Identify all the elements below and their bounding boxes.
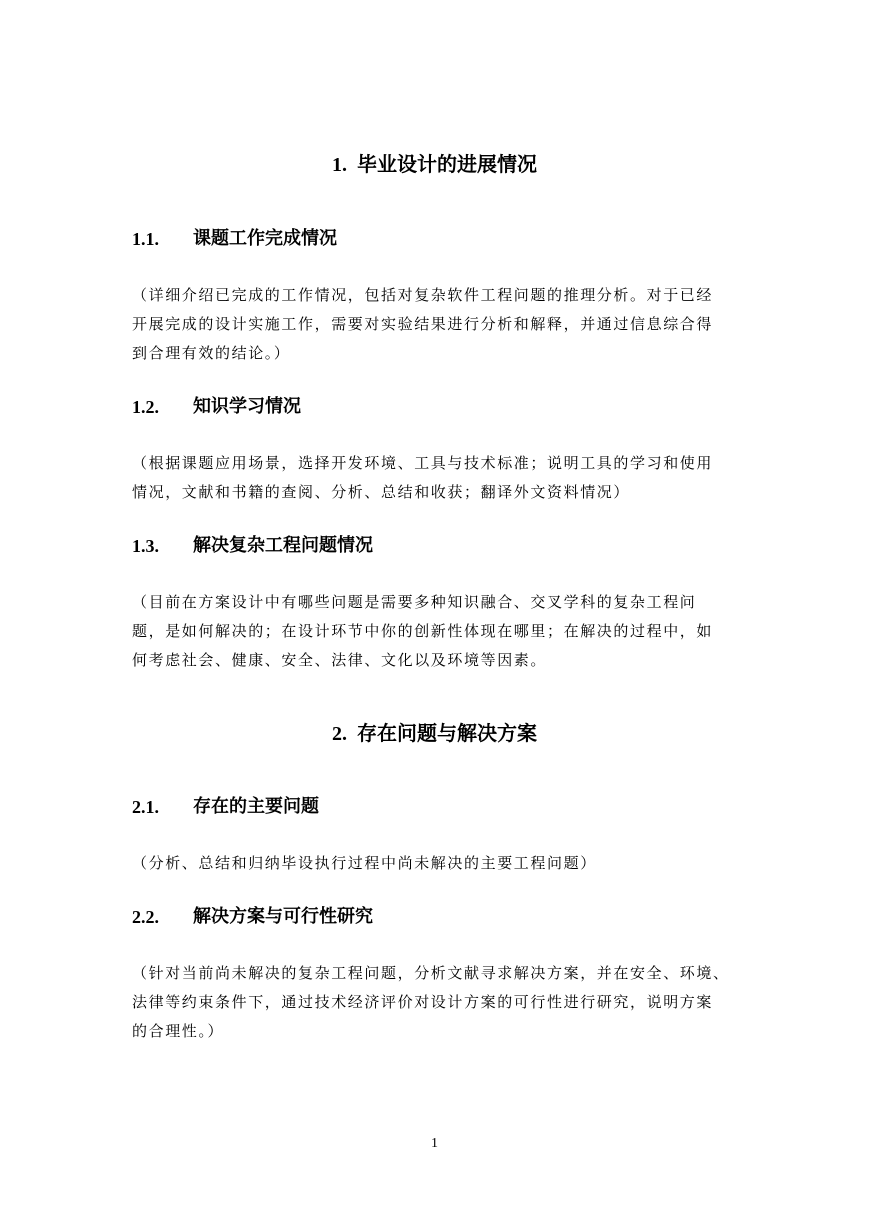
subsection-number: 1.2. — [132, 397, 159, 417]
subsection-heading-1-1 — [132, 227, 337, 251]
subsection-heading-1-2 — [132, 395, 301, 419]
subsection-title: 解决方案与可行性研究 — [193, 906, 373, 927]
paragraph-1-3 — [132, 588, 740, 675]
subsection-number: 1.1. — [132, 229, 159, 249]
paragraph-line: 法律等约束条件下，通过技术经济评价对设计方案的可行性进行研究，说明方案 — [132, 993, 714, 1011]
paragraph-line: （目前在方案设计中有哪些问题是需要多种知识融合、交叉学科的复杂工程问 — [132, 593, 697, 611]
subsection-title: 知识学习情况 — [193, 396, 301, 417]
paragraph-line: （分析、总结和归纳毕设执行过程中尚未解决的主要工程问题） — [132, 854, 597, 872]
subsection-number: 1.3. — [132, 536, 159, 556]
section-heading-1 — [0, 150, 869, 179]
paragraph-2-2 — [132, 959, 740, 1046]
page-number: 1 — [431, 1136, 438, 1151]
subsection-title: 课题工作完成情况 — [193, 228, 337, 249]
paragraph-line: 情况，文献和书籍的查阅、分析、总结和收获；翻译外文资料情况） — [132, 483, 631, 501]
subsection-title: 存在的主要问题 — [193, 796, 319, 817]
subsection-heading-1-3 — [132, 534, 373, 558]
paragraph-1-2 — [132, 449, 740, 507]
paragraph-2-1 — [132, 849, 740, 878]
subsection-heading-2-2 — [132, 905, 373, 929]
section-number: 2. — [332, 723, 347, 745]
paragraph-line: 何考虑社会、健康、安全、法律、文化以及环境等因素。 — [132, 651, 548, 669]
section-heading-2 — [0, 719, 869, 748]
paragraph-line: （详细介绍已完成的工作情况，包括对复杂软件工程问题的推理分析。对于已经 — [132, 286, 714, 304]
subsection-number: 2.2. — [132, 907, 159, 927]
paragraph-line: （根据课题应用场景，选择开发环境、工具与技术标准；说明工具的学习和使用 — [132, 454, 714, 472]
paragraph-line: 题，是如何解决的；在设计环节中你的创新性体现在哪里；在解决的过程中，如 — [132, 622, 714, 640]
subsection-title: 解决复杂工程问题情况 — [193, 535, 373, 556]
section-title: 存在问题与解决方案 — [357, 721, 537, 745]
paragraph-line: （针对当前尚未解决的复杂工程问题，分析文献寻求解决方案，并在安全、环境、 — [132, 964, 730, 982]
subsection-heading-2-1 — [132, 795, 319, 819]
paragraph-1-1 — [132, 281, 740, 368]
paragraph-line: 开展完成的设计实施工作，需要对实验结果进行分析和解释，并通过信息综合得 — [132, 315, 714, 333]
paragraph-line: 到合理有效的结论。） — [132, 344, 291, 362]
section-number: 1. — [332, 154, 347, 176]
subsection-number: 2.1. — [132, 797, 159, 817]
section-title: 毕业设计的进展情况 — [357, 152, 537, 176]
paragraph-line: 的合理性。） — [132, 1022, 225, 1040]
